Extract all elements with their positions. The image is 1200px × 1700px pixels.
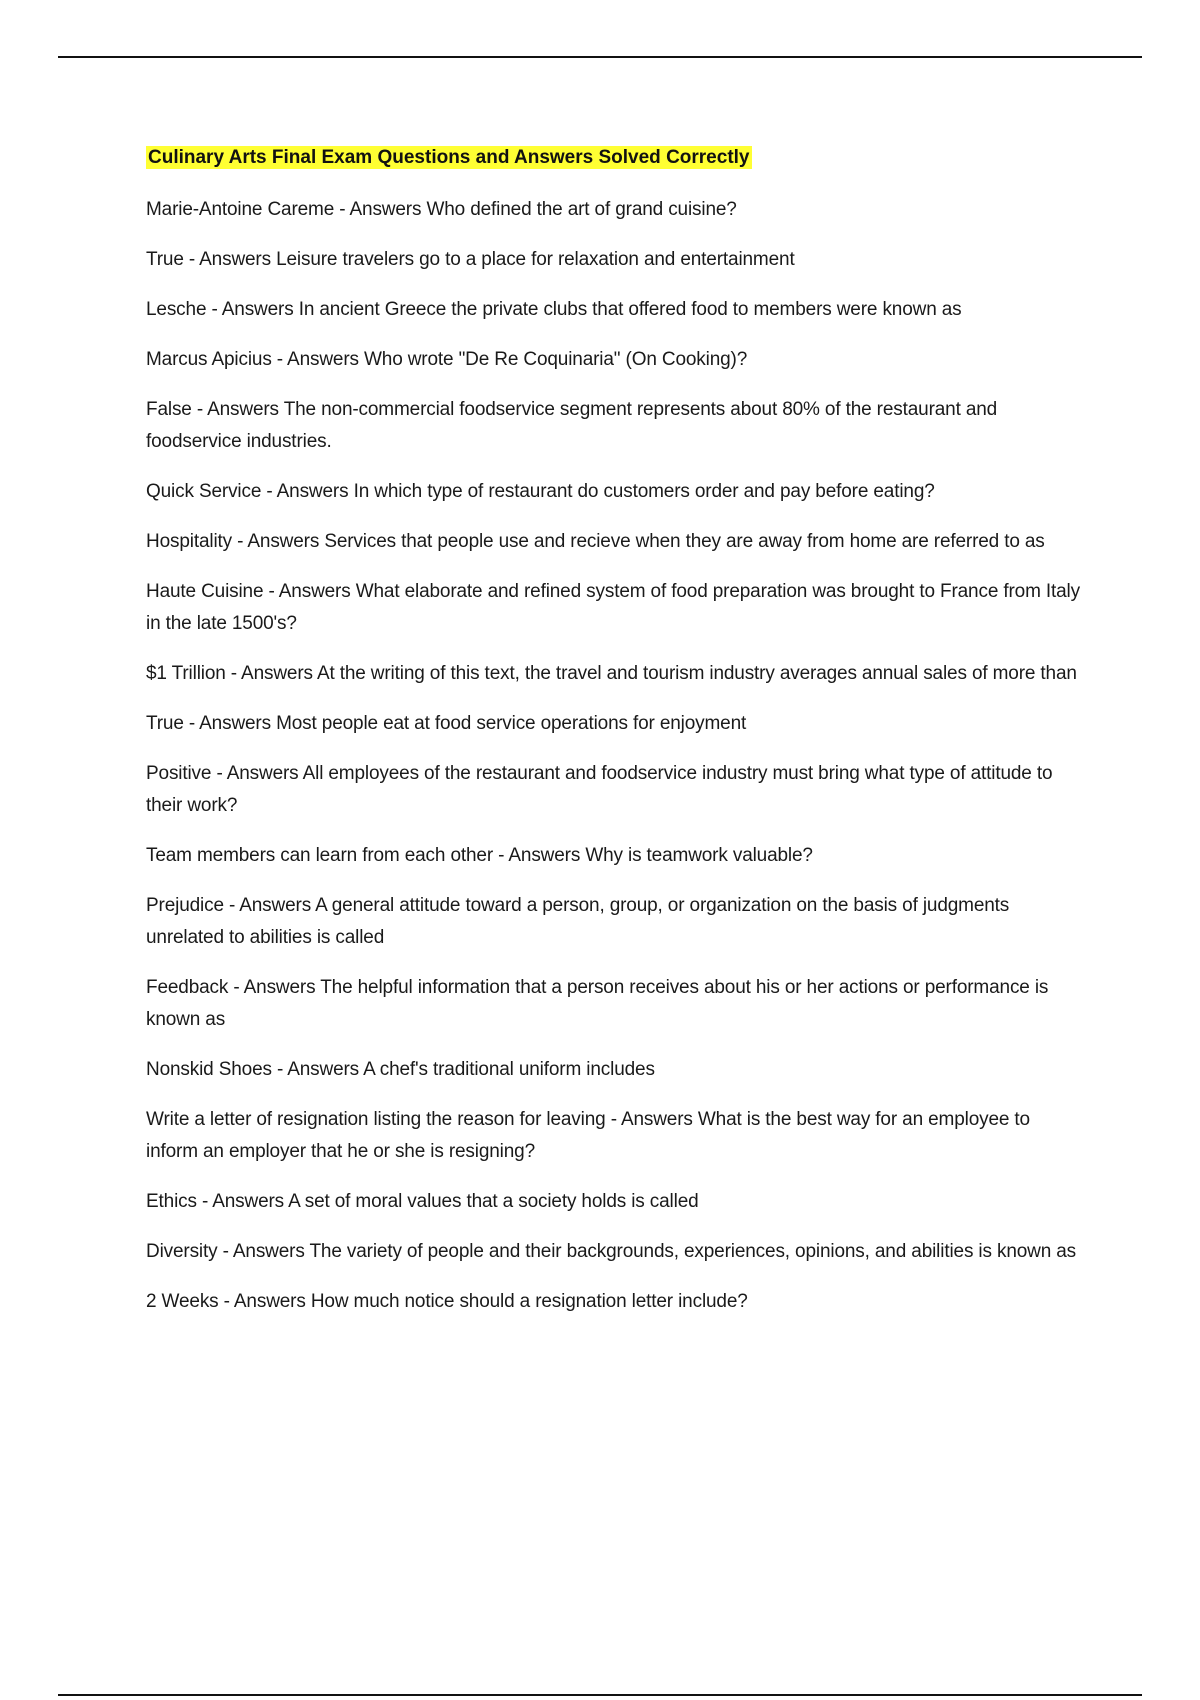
qa-item: False - Answers The non-commercial foodservice segment represents about 80% of the restaurant and foodservice industries. <box>146 399 998 452</box>
qa-item: Prejudice - Answers A general attitude toward a person, group, or organization on the basis of judgments unrelated to abilities is called <box>146 895 1010 948</box>
document-body <box>146 144 1086 1336</box>
qa-item: True - Answers Leisure travelers go to a place for relaxation and entertainment <box>146 249 795 270</box>
qa-item: Marcus Apicius - Answers Who wrote "De Re Coquinaria" (On Cooking)? <box>146 349 748 370</box>
qa-item: True - Answers Most people eat at food service operations for enjoyment <box>146 713 747 734</box>
title-wrapper <box>146 144 1086 173</box>
qa-item: Haute Cuisine - Answers What elaborate and refined system of food preparation was brought to France from Italy in the late 1500's? <box>146 581 1080 634</box>
footer-rule <box>58 1694 1142 1696</box>
qa-item: Lesche - Answers In ancient Greece the private clubs that offered food to members were known as <box>146 299 962 320</box>
qa-item: Positive - Answers All employees of the restaurant and foodservice industry must bring what type of attitude to their work? <box>146 763 1053 816</box>
header-rule <box>58 56 1142 58</box>
qa-item: Hospitality - Answers Services that people use and recieve when they are away from home are referred to as <box>146 531 1045 552</box>
qa-item: Team members can learn from each other - Answers Why is teamwork valuable? <box>146 845 813 866</box>
qa-item: Write a letter of resignation listing the reason for leaving - Answers What is the best way for an employee to inform an employer that he or she is resigning? <box>146 1109 1030 1162</box>
qa-list <box>146 194 1086 1318</box>
qa-item: Diversity - Answers The variety of people and their backgrounds, experiences, opinions, and abilities is known as <box>146 1241 1077 1262</box>
qa-item: Marie-Antoine Careme - Answers Who defined the art of grand cuisine? <box>146 199 737 220</box>
qa-item: Ethics - Answers A set of moral values that a society holds is called <box>146 1191 699 1212</box>
qa-item: $1 Trillion - Answers At the writing of this text, the travel and tourism industry averages annual sales of more than <box>146 663 1077 684</box>
qa-item: Feedback - Answers The helpful information that a person receives about his or her actions or performance is known as <box>146 977 1049 1030</box>
qa-item: Quick Service - Answers In which type of restaurant do customers order and pay before eating? <box>146 481 935 502</box>
document-title: Culinary Arts Final Exam Questions and Answers Solved Correctly <box>148 147 750 168</box>
qa-item: Nonskid Shoes - Answers A chef's traditional uniform includes <box>146 1059 655 1080</box>
qa-item: 2 Weeks - Answers How much notice should a resignation letter include? <box>146 1291 748 1312</box>
